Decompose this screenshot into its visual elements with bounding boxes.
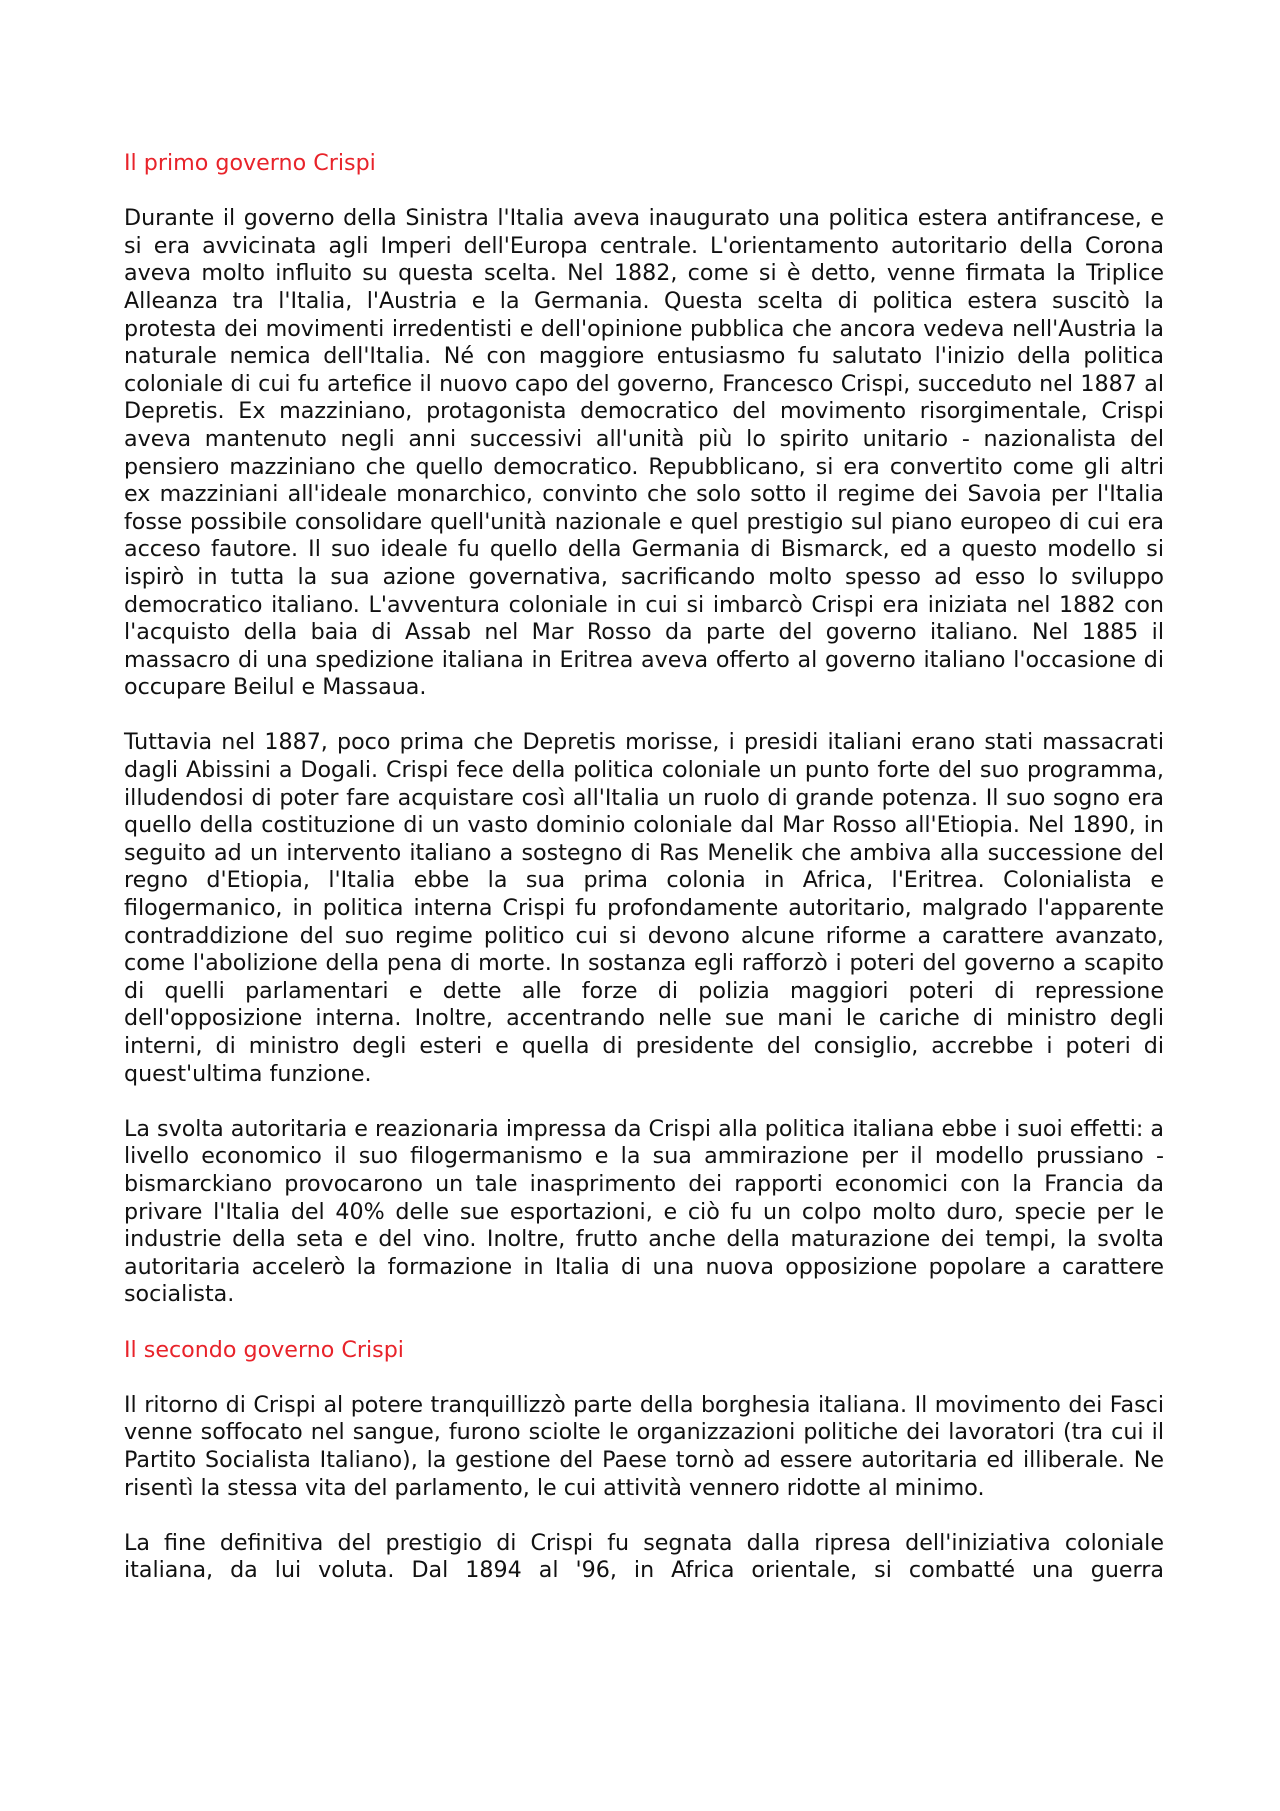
paragraph-3: La svolta autoritaria e reazionaria impressa da Crispi alla politica italiana ebbe i suoi effetti: a livello economico il suo filogermanismo e la sua ammirazione per il modello prussiano - bismarckiano provocarono un tale inasprimento dei rapporti economici con la Francia da privare l'Italia del 40% delle sue esportazioni, e ciò fu un colpo molto duro, specie per le industrie della seta e del vino. Inoltre, frutto anche della maturazione dei tempi, la svolta autoritaria accelerò la formazione in Italia di una nuova opposizione popolare a carattere socialista. bbox=[124, 1115, 1164, 1308]
paragraph-5: La fine definitiva del prestigio di Crispi fu segnata dalla ripresa dell'iniziativa coloniale italiana, da lui voluta. Dal 1894 al '96, in Africa orientale, si combatté una guerra bbox=[124, 1529, 1164, 1584]
section-heading-secondo-governo: Il secondo governo Crispi bbox=[124, 1336, 404, 1363]
paragraph-1: Durante il governo della Sinistra l'Italia aveva inaugurato una politica estera antifrancese, e si era avvicinata agli Imperi dell'Europa centrale. L'orientamento autoritario della Corona aveva molto influito su questa scelta. Nel 1882, come si è detto, venne firmata la Triplice Alleanza tra l'Italia, l'Austria e la Germania. Questa scelta di politica estera suscitò la protesta dei movimenti irredentisti e dell'opinione pubblica che ancora vedeva nell'Austria la naturale nemica dell'Italia. Né con maggiore entusiasmo fu salutato l'inizio della politica coloniale di cui fu artefice il nuovo capo del governo, Francesco Crispi, succeduto nel 1887 al Depretis. Ex mazziniano, protagonista democratico del movimento risorgimentale, Crispi aveva mantenuto negli anni successivi all'unità più lo spirito unitario - nazionalista del pensiero mazziniano che quello democratico. Repubblicano, si era convertito come gli altri ex mazziniani all'ideale monarchico, convinto che solo sotto il regime dei Savoia per l'Italia fosse possibile consolidare quell'unità nazionale e quel prestigio sul piano europeo di cui era acceso fautore. Il suo ideale fu quello della Germania di Bismarck, ed a questo modello si ispirò in tutta la sua azione governativa, sacrificando molto spesso ad esso lo sviluppo democratico italiano. L'avventura coloniale in cui si imbarcò Crispi era iniziata nel 1882 con l'acquisto della baia di Assab nel Mar Rosso da parte del governo italiano. Nel 1885 il massacro di una spedizione italiana in Eritrea aveva offerto al governo italiano l'occasione di occupare Beilul e Massaua. bbox=[124, 205, 1164, 701]
paragraph-2: Tuttavia nel 1887, poco prima che Depretis morisse, i presidi italiani erano stati massacrati dagli Abissini a Dogali. Crispi fece della politica coloniale un punto forte del suo programma, illudendosi di poter fare acquistare così all'Italia un ruolo di grande potenza. Il suo sogno era quello della costituzione di un vasto dominio coloniale dal Mar Rosso all'Etiopia. Nel 1890, in seguito ad un intervento italiano a sostegno di Ras Menelik che ambiva alla successione del regno d'Etiopia, l'Italia ebbe la sua prima colonia in Africa, l'Eritrea. Colonialista e filogermanico, in politica interna Crispi fu profondamente autoritario, malgrado l'apparente contraddizione del suo regime politico cui si devono alcune riforme a carattere avanzato, come l'abolizione della pena di morte. In sostanza egli rafforzò i poteri del governo a scapito di quelli parlamentari e dette alle forze di polizia maggiori poteri di repressione dell'opposizione interna. Inoltre, accentrando nelle sue mani le cariche di ministro degli interni, di ministro degli esteri e quella di presidente del consiglio, accrebbe i poteri di quest'ultima funzione. bbox=[124, 729, 1164, 1087]
section-heading-primo-governo: Il primo governo Crispi bbox=[124, 150, 376, 176]
paragraph-4: Il ritorno di Crispi al potere tranquillizzò parte della borghesia italiana. Il movimento dei Fasci venne soffocato nel sangue, furono sciolte le organizzazioni politiche dei lavoratori (tra cui il Partito Socialista Italiano), la gestione del Paese tornò ad essere autoritaria ed illiberale. Ne risentì la stessa vita del parlamento, le cui attività vennero ridotte al minimo. bbox=[124, 1391, 1164, 1501]
document-page bbox=[124, 150, 1164, 1612]
